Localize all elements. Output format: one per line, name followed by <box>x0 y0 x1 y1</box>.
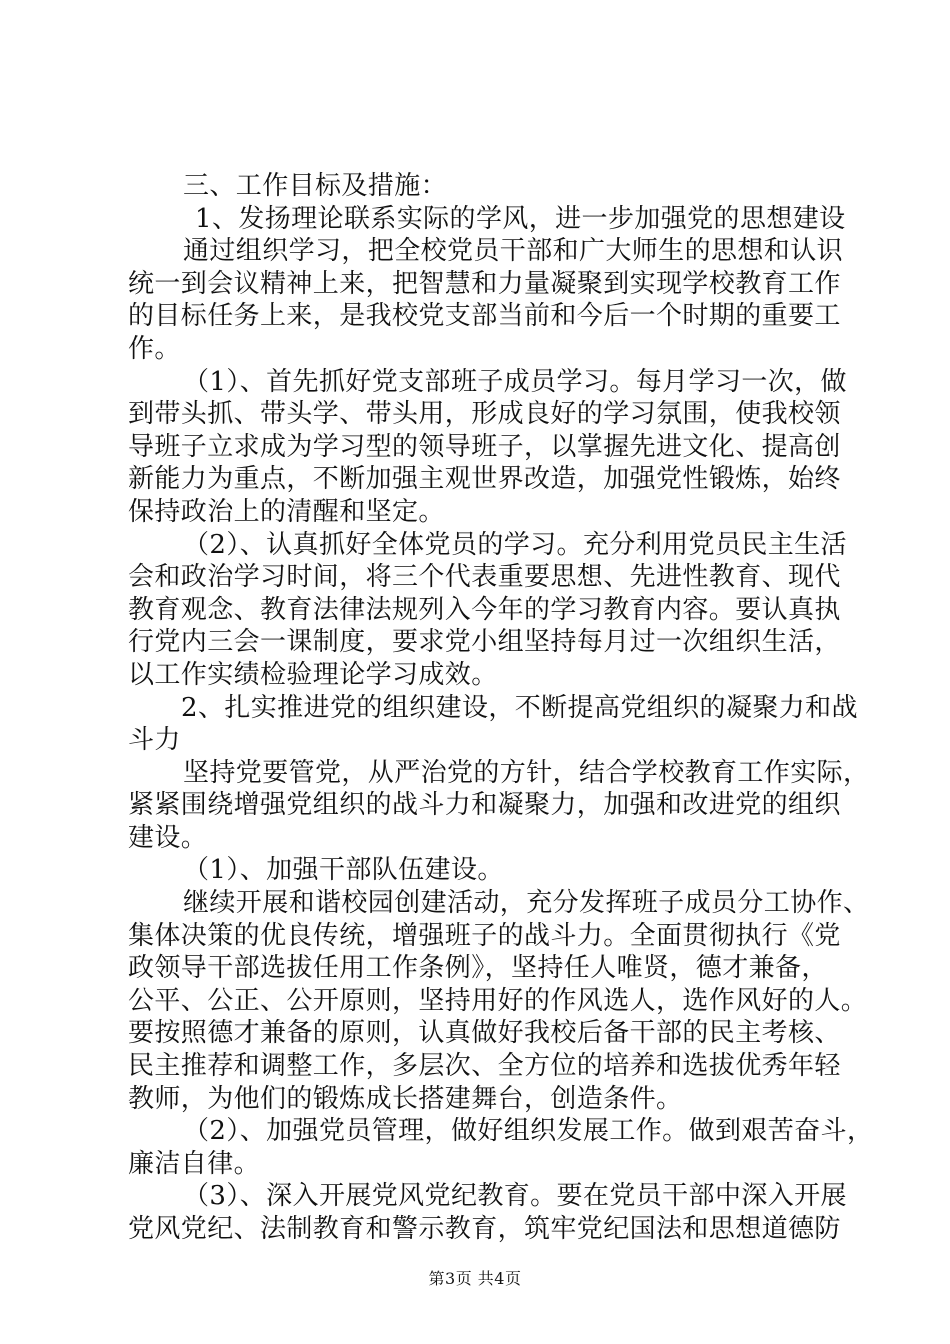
paragraph-line: 统一到会议精神上来，把智慧和力量凝聚到实现学校教育工作 <box>128 268 841 299</box>
paragraph-line: 紧紧围绕增强党组织的战斗力和凝聚力，加强和改进党的组织 <box>128 790 841 821</box>
paragraph-line: 导班子立求成为学习型的领导班子，以掌握先进文化、提高创 <box>128 431 841 462</box>
paragraph-line: 通过组织学习，把全校党员干部和广大师生的思想和认识 <box>183 236 844 267</box>
paragraph-line: 政领导干部选拔任用工作条例》，坚持任人唯贤，德才兼备， <box>128 953 828 984</box>
paragraph-line: 要按照德才兼备的原则，认真做好我校后备干部的民主考核、 <box>128 1018 841 1049</box>
subsection-heading: 2、扎实推进党的组织建设，不断提高党组织的凝聚力和战 <box>181 692 858 723</box>
paragraph-line: 坚持党要管党，从严治党的方针，结合学校教育工作实际， <box>183 757 870 788</box>
list-item-line: （2）、加强党员管理，做好组织发展工作。做到艰苦奋斗， <box>183 1116 874 1147</box>
paragraph-line: 民主推荐和调整工作，多层次、全方位的培养和选拔优秀年轻 <box>128 1051 841 1082</box>
paragraph-line: 以工作实绩检验理论学习成效。 <box>128 659 498 690</box>
list-item-line: （2）、认真抓好全体党员的学习。充分利用党员民主生活 <box>183 529 847 560</box>
paragraph-line: 继续开展和谐校园创建活动，充分发挥班子成员分工协作、 <box>183 888 870 919</box>
section-heading: 三、工作目标及措施： <box>183 171 448 201</box>
paragraph-line: 行党内三会一课制度，要求党小组坚持每月过一次组织生活， <box>128 627 841 658</box>
paragraph-line: 集体决策的优良传统，增强班子的战斗力。全面贯彻执行《党 <box>128 920 841 951</box>
paragraph-line: 建设。 <box>128 822 208 853</box>
page-number-footer: 第3页 共4页 <box>428 1269 522 1288</box>
paragraph-line: 到带头抓、带头学、带头用，形成良好的学习氛围，使我校领 <box>128 399 841 430</box>
paragraph-line: 保持政治上的清醒和坚定。 <box>128 496 445 527</box>
paragraph-line: 党风党纪、法制教育和警示教育，筑牢党纪国法和思想道德防 <box>128 1214 841 1244</box>
paragraph-line: 廉洁自律。 <box>128 1148 261 1179</box>
paragraph-line: 斗力 <box>128 725 181 756</box>
list-item-line: （1）、首先抓好党支部班子成员学习。每月学习一次，做 <box>183 366 847 397</box>
paragraph-line: 的目标任务上来，是我校党支部当前和今后一个时期的重要工 <box>128 301 841 332</box>
list-item-line: （1）、加强干部队伍建设。 <box>183 855 504 886</box>
list-item-line: （3）、深入开展党风党纪教育。要在党员干部中深入开展 <box>183 1181 847 1212</box>
document-body <box>128 170 874 1246</box>
paragraph-line: 作。 <box>128 333 181 364</box>
paragraph-line: 教师，为他们的锻炼成长搭建舞台，创造条件。 <box>128 1083 683 1114</box>
paragraph-line: 新能力为重点，不断加强主观世界改造，加强党性锻炼，始终 <box>128 464 841 495</box>
paragraph-line: 公平、公正、公开原则，坚持用好的作风选人，选作风好的人。 <box>128 985 868 1016</box>
subsection-heading: 1、发扬理论联系实际的学风，进一步加强党的思想建设 <box>195 203 846 234</box>
paragraph-line: 会和政治学习时间，将三个代表重要思想、先进性教育、现代 <box>128 562 841 593</box>
paragraph-line: 教育观念、教育法律法规列入今年的学习教育内容。要认真执 <box>128 594 841 625</box>
